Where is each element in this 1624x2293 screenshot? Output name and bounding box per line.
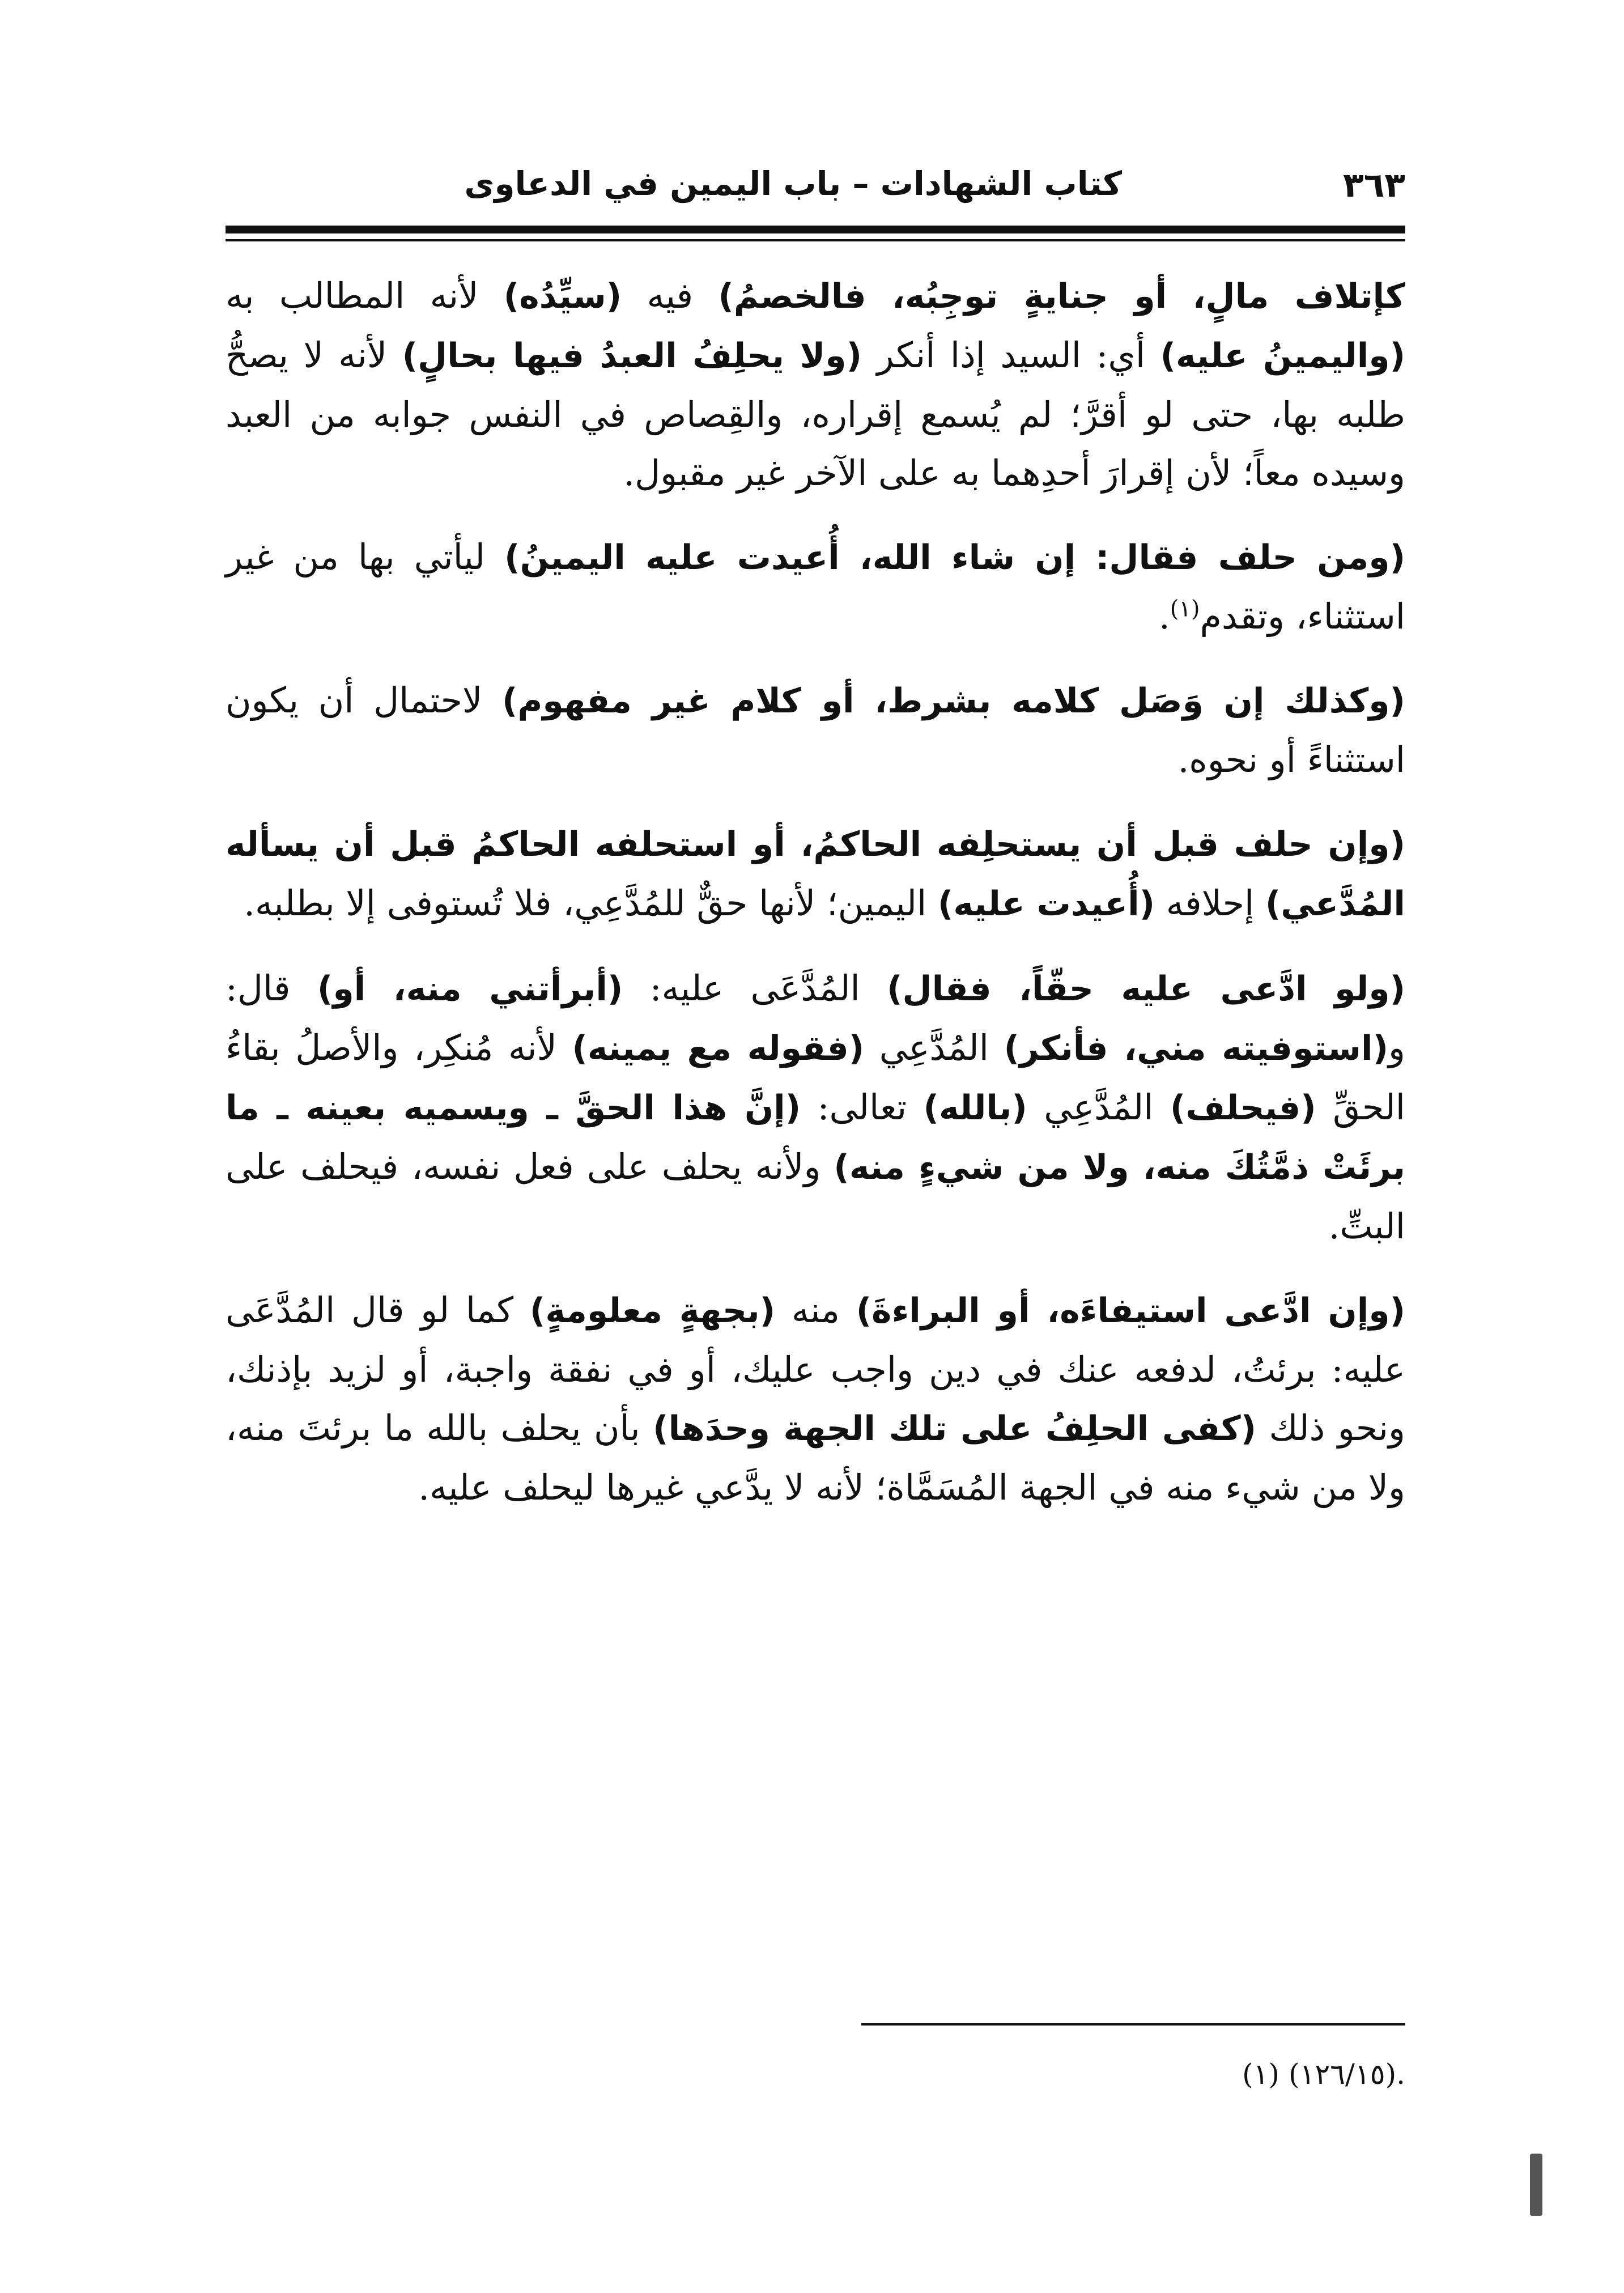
- footnote-ref: (١): [1170, 596, 1200, 622]
- sharh-text: لأنه المطالب به: [226, 275, 504, 316]
- matn-text: (وإن ادَّعى استيفاءَه، أو البراءةَ): [856, 1291, 1405, 1331]
- matn-text: (بالله): [923, 1088, 1027, 1128]
- footnote: .(١٢٦/١٥) (١): [1242, 2058, 1405, 2091]
- matn-text: (ولو ادَّعى عليه حقّاً، فقال): [887, 969, 1406, 1009]
- page-number: ٣٦٣: [1343, 165, 1405, 205]
- footnote-separator: [861, 2023, 1405, 2026]
- matn-text: (واليمينُ عليه): [1160, 336, 1405, 376]
- matn-text: (وإن حلف قبل أن يستحلِفه الحاكمُ، أو استحلفه الحاكمُ قبل أن يسأله المُدَّعي): [226, 825, 1405, 924]
- sharh-text: إحلافه: [1155, 882, 1265, 924]
- chapter-title: كتاب الشهادات – باب اليمين في الدعاوى: [464, 164, 1122, 203]
- header-rule-thin: [226, 239, 1405, 241]
- matn-text: (أُعيدت عليه): [937, 884, 1155, 924]
- matn-text: (فيحلف): [1170, 1088, 1316, 1128]
- matn-text: (وكذلك إن وَصَل كلامه بشرط، أو كلام غير مفهوم): [501, 681, 1405, 721]
- sharh-text: لأنه لا يصحُّ طلبه بها، حتى لو أقرَّ؛ لم يُسمع إقراره، والقِصاص في النفس جوابه من العبد وسيده معاً؛ لأن إقرارَ أحدِهما به على الآخر غير مقبول.: [226, 334, 1405, 494]
- matn-text: (كفى الحلِفُ على تلك الجهة وحدَها): [653, 1409, 1257, 1449]
- matn-text: (ولا يحلِفُ العبدُ فيها بحالٍ): [402, 336, 862, 376]
- sharh-text: تعالى:: [801, 1086, 924, 1128]
- sharh-text: فيه: [622, 275, 719, 316]
- sharh-text: المُدَّعِي: [1027, 1086, 1170, 1128]
- main-text: [226, 266, 1405, 1542]
- sharh-text: .: [1159, 596, 1170, 637]
- sharh-text: بأن يحلف بالله ما برئتَ منه، ولا من شيء منه في الجهة المُسَمَّاة؛ لأنه لا يدَّعي غيرها ليحلف عليه.: [226, 1407, 1405, 1508]
- paragraph: [226, 959, 1405, 1255]
- matn-text: (استوفيته مني، فأنكر): [1004, 1029, 1389, 1068]
- matn-text: (ومن حلف فقال: إن شاء الله، أُعيدت عليه اليمينُ): [504, 538, 1405, 578]
- sharh-text: كما لو قال المُدَّعَى عليه: برئتُ، لدفعه عنك في دين واجب عليك، أو في نفقة واجبة، أو لزيد بإذنك، ونحو ذلك: [226, 1289, 1405, 1449]
- sharh-text: لأنه مُنكِر، والأصلُ بقاءُ الحقِّ: [226, 1027, 1405, 1128]
- paragraph: [226, 1281, 1405, 1517]
- sharh-text: أي: السيد إذا أنكر: [862, 334, 1160, 376]
- matn-text: (سيِّدُه): [503, 277, 622, 316]
- sharh-text: لاحتمال أن يكون استثناءً أو نحوه.: [226, 680, 1405, 780]
- sharh-text: منه: [775, 1289, 856, 1331]
- sharh-text: المُدَّعِي: [864, 1027, 1004, 1068]
- paragraph: [226, 814, 1405, 933]
- matn-text: (فقوله مع يمينه): [572, 1029, 865, 1068]
- sharh-text: ولأنه يحلف على فعل نفسه، فيحلف على البتِّ.: [226, 1146, 1405, 1247]
- sharh-text: ليأتي بها من غير استثناء، وتقدم: [226, 536, 1405, 637]
- paragraph: [226, 266, 1405, 502]
- matn-text: (أبرأتني منه، أو): [317, 969, 623, 1009]
- paragraph: [226, 528, 1405, 646]
- paragraph: [226, 671, 1405, 789]
- sharh-text: قال: و: [226, 967, 1405, 1068]
- matn-text: كإتلاف مالٍ، أو جنايةٍ توجِبُه، فالخصمُ): [718, 277, 1405, 316]
- matn-text: (بجهةٍ معلومةٍ): [529, 1291, 776, 1331]
- sharh-text: المُدَّعَى عليه:: [623, 967, 887, 1009]
- page-header: [226, 153, 1405, 215]
- scan-speck: [1530, 2154, 1542, 2216]
- sharh-text: اليمين؛ لأنها حقٌّ للمُدَّعِي، فلا تُستوفى إلا بطلبه.: [244, 882, 938, 924]
- header-rule-thick: [226, 226, 1405, 233]
- matn-text: (إنَّ هذا الحقَّ ـ ويسميه بعينه ـ ما برئَتْ ذمَّتُكَ منه، ولا من شيءٍ منه): [226, 1088, 1406, 1187]
